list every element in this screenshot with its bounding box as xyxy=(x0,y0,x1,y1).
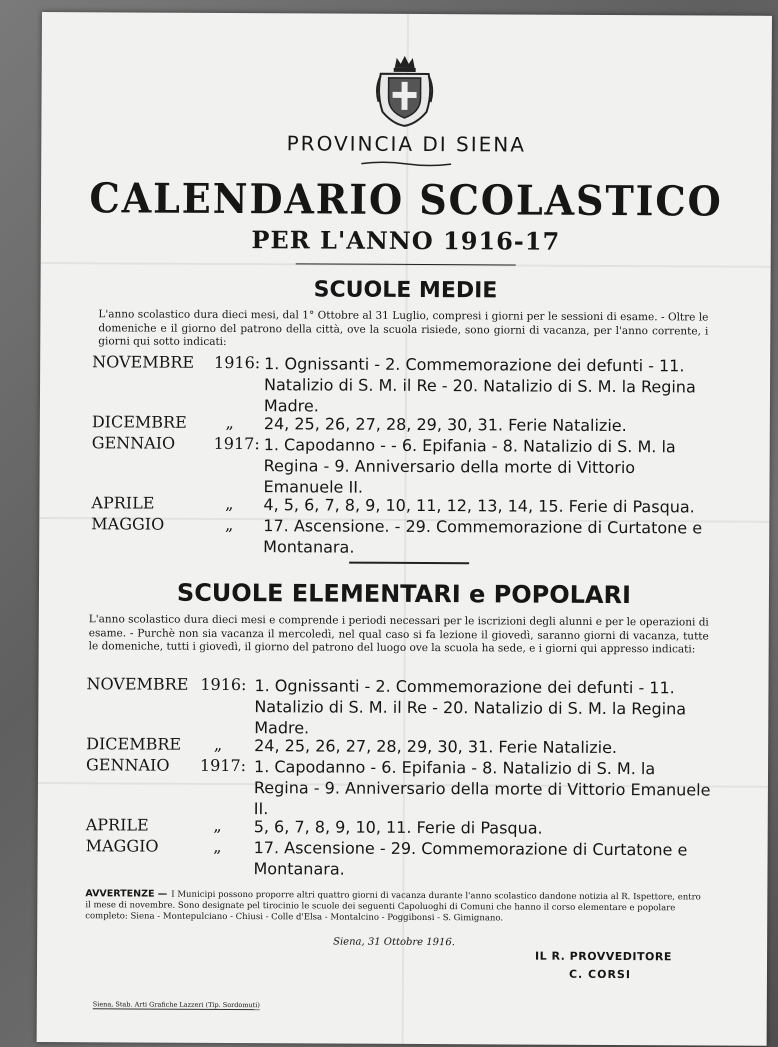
month-label: NOVEMBRE xyxy=(86,674,189,694)
year-label: „ xyxy=(213,734,223,754)
month-label: DICEMBRE xyxy=(86,734,182,754)
dateline: Siena, 31 Ottobre 1916. xyxy=(333,936,455,949)
year-label: 1917: xyxy=(213,433,260,454)
holiday-list: 1. Capodanno - - 6. Epifania - 8. Natalizio di S. M. la Regina - 9. Anniversario della morte di Vittorio Emanuele II. xyxy=(263,435,676,497)
calendar-subtitle: PER L'ANNO 1916-17 xyxy=(251,225,561,256)
holiday-list: 1. Capodanno - 6. Epifania - 8. Natalizio di S. M. la Regina - 9. Anniversario della morte di Vittorio Emanuele II. xyxy=(253,757,711,819)
year-label: 1916: xyxy=(200,674,247,695)
year-label: 1917: xyxy=(199,755,247,776)
year-label: 1916: xyxy=(214,352,261,373)
month-label: MAGGIO xyxy=(91,514,165,534)
calendar-title: CALENDARIO SCOLASTICO xyxy=(89,174,723,226)
intro-medie: L'anno scolastico dura dieci mesi, dal 1° Ottobre al 31 Luglio, compresi i giorni per le sessioni di esame. - Oltre le domeniche e il giorno del patrono della città, ove la scuola risiede, sono giorni di vacanza, per l'anno corrente, i giorni qui sotto indicati: xyxy=(98,308,709,348)
signatory-name: C. CORSI xyxy=(568,967,632,982)
month-label: APRILE xyxy=(91,493,155,513)
holiday-list: 17. Ascensione. - 29. Commemorazione di Curtatone e Montanara. xyxy=(263,516,703,557)
divider xyxy=(349,562,469,565)
month-label: MAGGIO xyxy=(85,836,159,856)
month-label: APRILE xyxy=(85,815,149,835)
holiday-list: 24, 25, 26, 27, 28, 29, 30, 31. Ferie Natalizie. xyxy=(254,736,618,758)
holiday-list: 4, 5, 6, 7, 8, 9, 10, 11, 12, 13, 14, 15. Ferie di Pasqua. xyxy=(263,495,695,517)
section-title-medie: SCUOLE MEDIE xyxy=(313,277,498,304)
year-label: „ xyxy=(224,514,234,535)
poster xyxy=(37,12,772,1046)
year-label: „ xyxy=(213,815,222,835)
month-label: GENNAIO xyxy=(91,433,176,453)
month-label: DICEMBRE xyxy=(91,412,187,432)
holiday-list: 5, 6, 7, 8, 9, 10, 11. Ferie di Pasqua. xyxy=(253,817,543,838)
section-title-elementari: SCUOLE ELEMENTARI e POPOLARI xyxy=(176,578,632,610)
year-label: „ xyxy=(213,836,222,856)
avvertenze-text: I Municipi possono proporre altri quattro giorni di vacanza durante l'anno scolastico dandone notizia al R. Ispettore, entro il mese di novembre. Sono designate pel tirocinio le scuole dei seguenti Capoluoghi di Comuni che hanno il corso elementare e popolare completo: Siena - Montepulciano - Chiusi - Colle d'Elsa - Montalcino - Poggibonsi - S. Gimignano. xyxy=(85,889,701,924)
provincia-heading: PROVINCIA DI SIENA xyxy=(286,131,527,157)
holiday-list: 17. Ascensione - 29. Commemorazione di Curtatone e Montanara. xyxy=(253,838,688,879)
royal-crest-icon xyxy=(374,54,434,128)
flourish-ornament xyxy=(361,161,451,167)
year-label: „ xyxy=(225,412,234,433)
holiday-list: 24, 25, 26, 27, 28, 29, 30, 31. Ferie Natalizie. xyxy=(263,414,627,436)
signatory-title: IL R. PROVVEDITORE xyxy=(535,949,672,964)
avvertenze-note xyxy=(85,888,705,925)
holiday-list: 1. Ognissanti - 2. Commemorazione dei defunti - 11. Natalizio di S. M. il Re - 20. Natalizio di S. M. la Regina Madre. xyxy=(263,354,696,416)
month-label: GENNAIO xyxy=(86,755,170,775)
intro-elementari: L'anno scolastico dura dieci mesi e comprende i periodi necessari per le iscrizioni degli alunni e per le operazioni di esame. - Purchè non sia vacanza il mercoledì, nel qual caso si fa lezione il giovedì, saranno giorni di vacanza, tutte le domeniche, tutti i giovedì, il giorno del patrono del luogo ove la scuola ha sede, e i giorni qui appresso indicati: xyxy=(88,613,709,656)
printer-imprint: Siena, Stab. Arti Grafiche Lazzeri (Tip. Sordomuti) xyxy=(92,1000,260,1010)
holiday-list: 1. Ognissanti - 2. Commemorazione dei defunti - 11. Natalizio di S. M. il Re - 20. Natalizio di S. M. la Regina Madre. xyxy=(254,676,687,738)
year-label: „ xyxy=(225,493,234,514)
month-label: NOVEMBRE xyxy=(92,352,195,372)
avvertenze-label: AVVERTENZE — xyxy=(85,888,168,900)
